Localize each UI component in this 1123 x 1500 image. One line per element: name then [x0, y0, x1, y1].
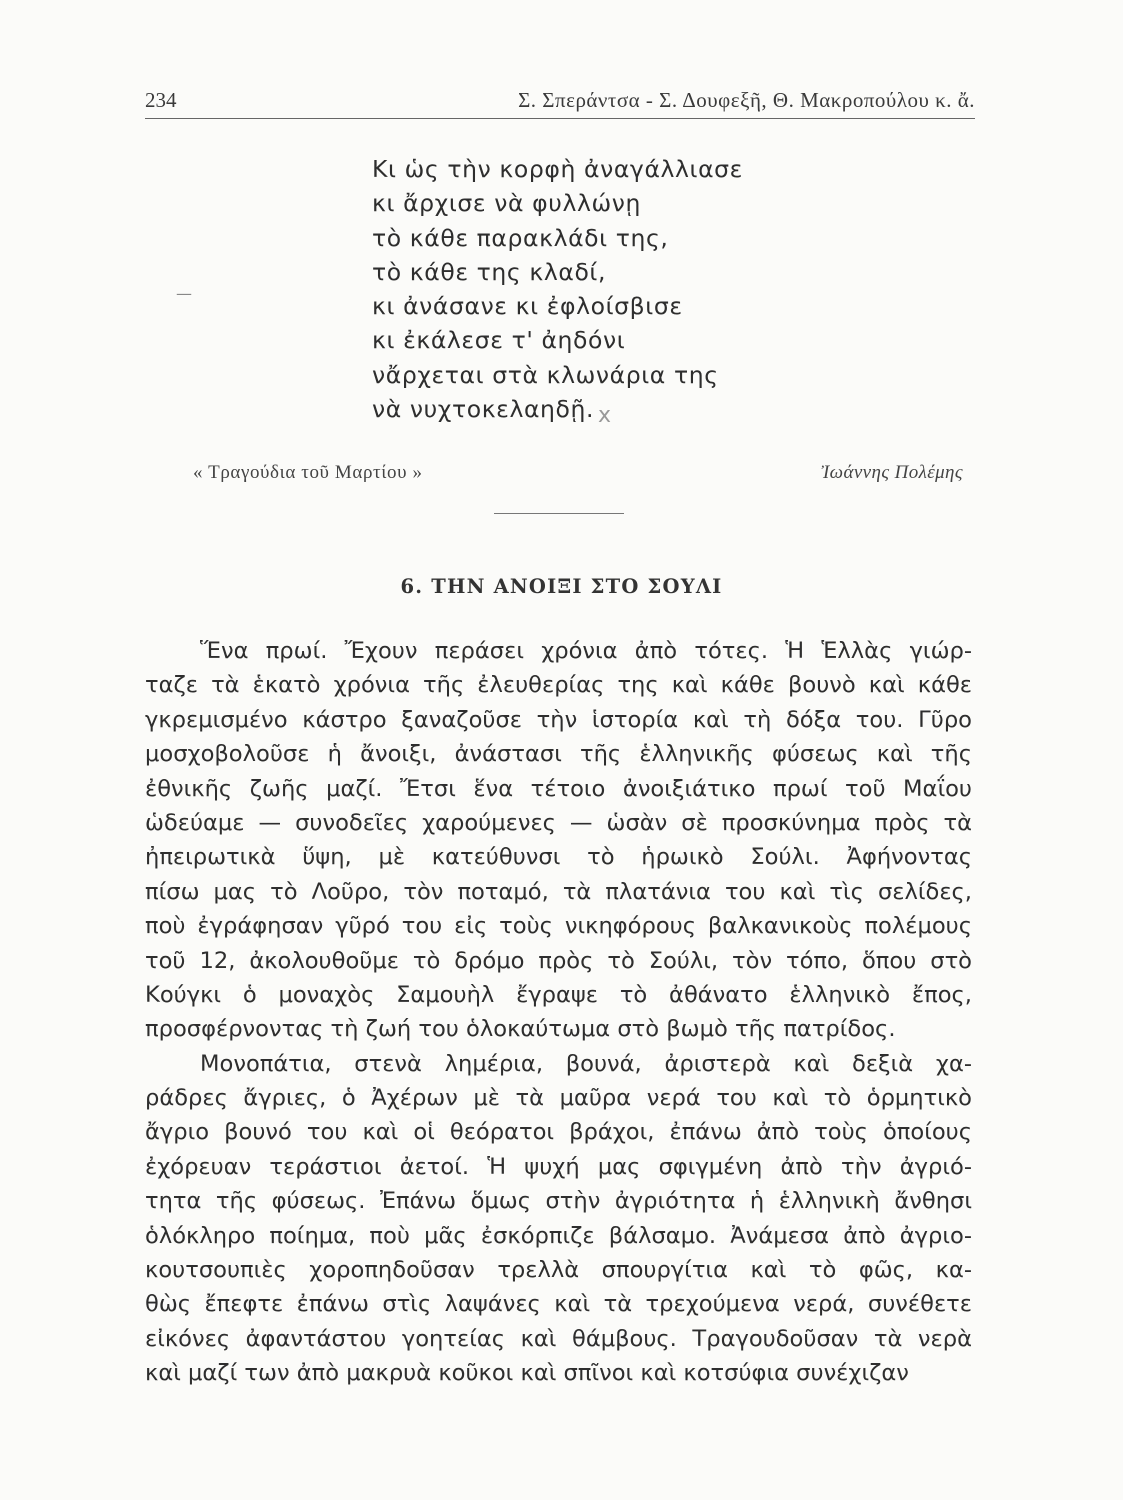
poem-author: Ἰωάννης Πολέμης: [821, 462, 963, 483]
body-line: γκρεμισμένο κάστρο ξαναζοῦσε τὴν ἱστορία καὶ τὴ δόξα του. Γῦρο: [145, 706, 972, 733]
page-number: 234: [145, 88, 177, 112]
section-heading: 6. ΤΗΝ ΑΝΟΙΞΙ ΣΤΟ ΣΟΥΛΙ: [400, 575, 723, 598]
body-line: κουτσουπιὲς χοροπηδοῦσαν τρελλὰ σπουργίτια καὶ τὸ φῶς, κα-: [145, 1257, 972, 1284]
body-line: ἐθνικῆς ζωῆς μαζί. Ἔτσι ἕνα τέτοιο ἀνοιξιάτικο πρωί τοῦ Μαΐου: [145, 775, 972, 802]
poem-line: νὰ νυχτοκελαηδῇ.: [372, 395, 595, 424]
body-line: μοσχοβολοῦσε ἡ ἄνοιξι, ἀνάστασι τῆς ἑλληνικῆς φύσεως καὶ τῆς: [145, 741, 972, 768]
poem-line: κι ἐκάλεσε τ' ἀηδόνι: [372, 326, 626, 355]
body-line: προσφέρνοντας τὴ ζωή του ὁλοκαύτωμα στὸ βωμὸ τῆς πατρίδος.: [145, 1016, 896, 1043]
body-line: ράδρες ἄγριες, ὁ Ἀχέρων μὲ τὰ μαῦρα νερά του καὶ τὸ ὁρμητικὸ: [145, 1085, 972, 1112]
body-line: Ἕνα πρωί. Ἔχουν περάσει χρόνια ἀπὸ τότες. Ἡ Ἑλλὰς γιώρ-: [200, 638, 972, 664]
poem-line: τὸ κάθε παρακλάδι της,: [372, 223, 669, 252]
body-text: [145, 634, 972, 1391]
paragraph-1: [145, 634, 972, 1047]
body-line: ποὺ ἐγράφησαν γῦρό του εἰς τοὺς νικηφόρους βαλκανικοὺς πολέμους: [145, 913, 972, 940]
poem-line: κι ἄρχισε νὰ φυλλώνῃ: [372, 189, 641, 218]
body-line: Μονοπάτια, στενὰ λημέρια, βουνά, ἀριστερὰ καὶ δεξιὰ χα-: [200, 1050, 972, 1077]
page-header: [145, 88, 975, 112]
poem-attribution: [193, 462, 963, 488]
section-divider: [494, 513, 624, 514]
body-line: ὡδεύαμε — συνοδεῖες χαρούμενες — ὡσὰν σὲ προσκύνημα πρὸς τὰ: [145, 809, 972, 836]
body-line: ἄγριο βουνό του καὶ οἱ θεόρατοι βράχοι, ἐπάνω ἀπὸ τοὺς ὁποίους: [145, 1119, 972, 1146]
poem-line: Κι ὡς τὴν κορφὴ ἀναγάλλιασε: [372, 155, 743, 183]
paragraph-2: [145, 1047, 972, 1391]
body-line: Κούγκι ὁ μοναχὸς Σαμουὴλ ἔγραψε τὸ ἀθάνατο ἑλληνικὸ ἔπος,: [145, 981, 972, 1008]
body-line: τητα τῆς φύσεως. Ἐπάνω ὅμως στὴν ἀγριότητα ἡ ἑλληνικὴ ἄνθησι: [145, 1188, 972, 1215]
poem-line: νἄρχεται στὰ κλωνάρια της: [372, 360, 719, 389]
handwritten-x-mark: x: [598, 403, 612, 428]
running-head: Σ. Σπεράντσα - Σ. Δουφεξῆ, Θ. Μακροπούλου κ. ἄ.: [518, 88, 975, 112]
body-line: τοῦ 12, ἀκολουθοῦμε τὸ δρόμο πρὸς τὸ Σούλι, τὸν τόπο, ὅπου στὸ: [145, 947, 972, 974]
poem-line: τὸ κάθε της κλαδί,: [372, 257, 607, 286]
poem: [372, 152, 932, 426]
header-rule: [145, 118, 975, 119]
margin-dash-mark: —: [176, 284, 192, 303]
poem-line: κι ἀνάσανε κι ἐφλοίσβισε: [372, 292, 683, 321]
body-line: ἐχόρευαν τεράστιοι ἀετοί. Ἡ ψυχή μας σφιγμένη ἀπὸ τὴν ἀγριό-: [145, 1153, 972, 1180]
body-line: ἠπειρωτικὰ ὕψη, μὲ κατεύθυνσι τὸ ἡρωικὸ Σούλι. Ἀφήνοντας: [145, 844, 972, 871]
body-line: ὁλόκληρο ποίημα, ποὺ μᾶς ἐσκόρπιζε βάλσαμο. Ἀνάμεσα ἀπὸ ἀγριο-: [145, 1222, 972, 1249]
body-line: ταζε τὰ ἑκατὸ χρόνια τῆς ἐλευθερίας της καὶ κάθε βουνὸ καὶ κάθε: [145, 672, 972, 699]
poem-source: « Τραγούδια τοῦ Μαρτίου »: [193, 462, 423, 483]
body-line: θὼς ἔπεφτε ἐπάνω στὶς λαψάνες καὶ τὰ τρεχούμενα νερά, συνέθετε: [145, 1291, 972, 1318]
body-line: πίσω μας τὸ Λοῦρο, τὸν ποταμό, τὰ πλατάνια του καὶ τὶς σελίδες,: [145, 878, 972, 905]
body-line: εἰκόνες ἀφαντάστου γοητείας καὶ θάμβους. Τραγουδοῦσαν τὰ νερὰ: [145, 1325, 972, 1352]
body-line: καὶ μαζί των ἀπὸ μακρυὰ κοῦκοι καὶ σπῖνοι καὶ κοτσύφια συνέχιζαν: [145, 1360, 909, 1387]
